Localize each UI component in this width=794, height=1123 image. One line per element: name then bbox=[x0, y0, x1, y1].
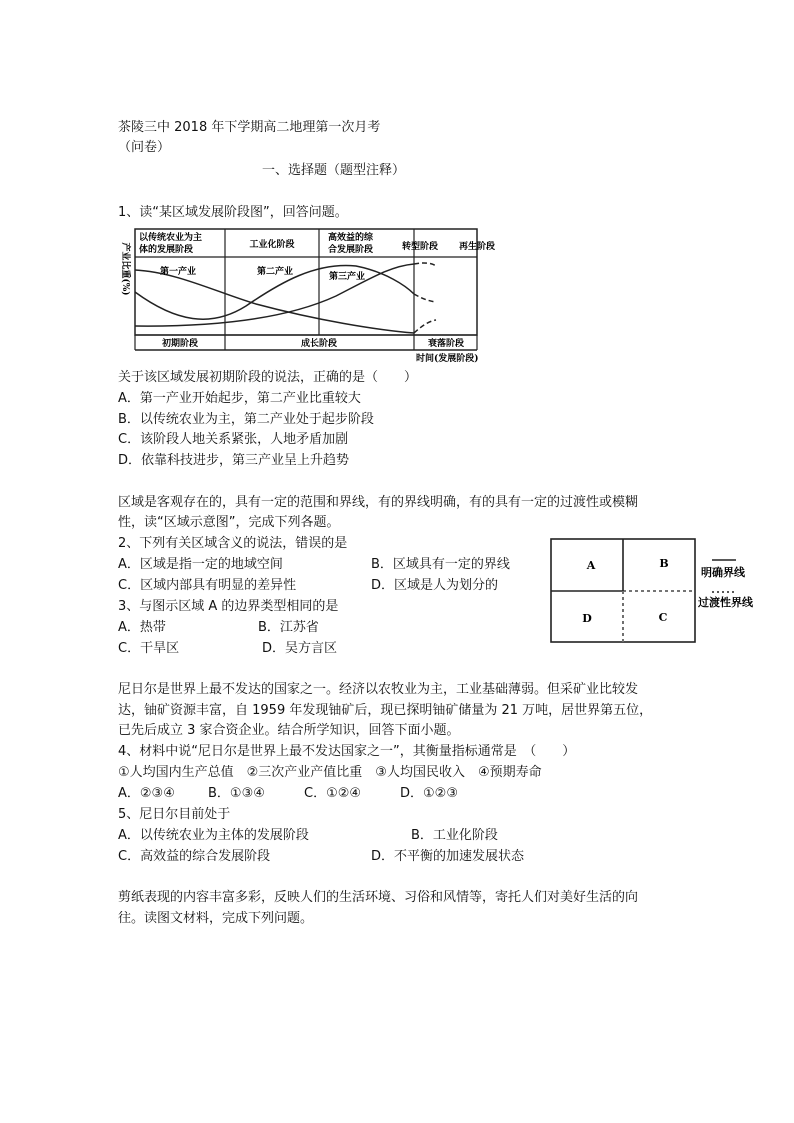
niger-line1: 尼日尔是世界上最不发达的国家之一。经济以农牧业为主，工业基础薄弱。但采矿业比较发 bbox=[118, 682, 639, 697]
curve-primary-dash bbox=[414, 320, 436, 333]
q5-option-c: C．高效益的综合发展阶段 bbox=[118, 849, 271, 864]
q2-option-c: C．区域内部具有明显的差异性 bbox=[118, 578, 297, 593]
curve-tertiary-dash bbox=[414, 263, 436, 266]
chart-stage-3a: 高效益的综 bbox=[328, 233, 374, 243]
chart-stage-1a: 以传统农业为主 bbox=[139, 233, 203, 243]
q3-option-d: D．吴方言区 bbox=[262, 641, 338, 656]
chart-stage-2: 工业化阶段 bbox=[249, 240, 295, 250]
region-intro-line1: 区域是客观存在的，具有一定的范围和界线，有的界线明确，有的具有一定的过渡性或模糊 bbox=[118, 495, 639, 510]
legend-clear-boundary: 明确界线 bbox=[701, 566, 745, 579]
region-cell-b: B bbox=[659, 557, 669, 570]
curve-primary bbox=[135, 270, 414, 333]
legend-transition-boundary: 过渡性界线 bbox=[698, 596, 753, 609]
curve-label-secondary: 第二产业 bbox=[257, 267, 294, 277]
chart-bottom-3: 衰落阶段 bbox=[427, 339, 465, 349]
region-intro-line2: 性，读“区域示意图”，完成下列各题。 bbox=[118, 515, 340, 530]
q2-option-b: B．区域具有一定的界线 bbox=[371, 557, 510, 572]
section-heading: 一、选择题（题型注释） bbox=[262, 163, 406, 178]
q5-stem: 5、尼日尔目前处于 bbox=[118, 807, 231, 822]
q5-option-b: B．工业化阶段 bbox=[411, 828, 498, 843]
q4-option-a: A．②③④ bbox=[118, 786, 175, 801]
q3-option-a: A．热带 bbox=[118, 620, 166, 635]
exam-subtitle: （问卷） bbox=[118, 140, 171, 155]
q4-items: ①人均国内生产总值 ②三次产业产值比重 ③人均国民收入 ④预期寿命 bbox=[118, 765, 542, 780]
curve-label-tertiary: 第三产业 bbox=[329, 272, 366, 282]
chart-stage-3b: 合发展阶段 bbox=[328, 245, 374, 255]
chart-bottom-1: 初期阶段 bbox=[161, 339, 199, 349]
curve-label-primary: 第一产业 bbox=[160, 267, 197, 277]
chart-stage-1b: 体的发展阶段 bbox=[139, 245, 194, 255]
region-cell-a: A bbox=[586, 559, 596, 572]
q2-stem: 2、下列有关区域含义的说法，错误的是 bbox=[118, 536, 348, 551]
papercut-line1: 剪纸表现的内容丰富多彩，反映人们的生活环境、习俗和风情等，寄托人们对美好生活的向 bbox=[118, 890, 639, 905]
region-cell-d: D bbox=[582, 612, 592, 625]
niger-line2: 达，铀矿资源丰富，自 1959 年发现铀矿后，现已探明铀矿储量为 21 万吨，居世界第五位， bbox=[118, 703, 653, 718]
niger-line3: 已先后成立 3 家合资企业。结合所学知识，回答下面小题。 bbox=[118, 723, 460, 738]
exam-title: 茶陵三中 2018 年下学期高二地理第一次月考 bbox=[118, 120, 381, 135]
region-cell-c: C bbox=[658, 611, 668, 624]
q2-option-a: A．区域是指一定的地域空间 bbox=[118, 557, 283, 572]
chart-xaxis-label: 时间(发展阶段) bbox=[416, 354, 479, 364]
q4-option-b: B．①③④ bbox=[208, 786, 265, 801]
q5-option-a: A．以传统农业为主体的发展阶段 bbox=[118, 828, 309, 843]
q1-stem: 关于该区域发展初期阶段的说法，正确的是（ ） bbox=[118, 370, 418, 385]
chart-bottom-2: 成长阶段 bbox=[300, 339, 338, 349]
q3-option-b: B．江苏省 bbox=[258, 620, 319, 635]
q1-option-c: C．该阶段人地关系紧张，人地矛盾加剧 bbox=[118, 432, 349, 447]
q1-option-b: B．以传统农业为主，第二产业处于起步阶段 bbox=[118, 412, 374, 427]
chart-stage-5: 再生阶段 bbox=[459, 242, 496, 252]
region-diagram bbox=[548, 536, 774, 646]
q4-option-d: D．①②③ bbox=[400, 786, 458, 801]
curve-secondary-dash bbox=[414, 294, 436, 302]
q1-option-d: D．依靠科技进步，第三产业呈上升趋势 bbox=[118, 453, 350, 468]
q1-option-a: A．第一产业开始起步，第二产业比重较大 bbox=[118, 391, 361, 406]
q4-stem: 4、材料中说“尼日尔是世界上最不发达国家之一”，其衡量指标通常是 （ ） bbox=[118, 744, 576, 759]
q5-option-d: D．不平衡的加速发展状态 bbox=[371, 849, 525, 864]
chart-stage-4: 转型阶段 bbox=[402, 242, 439, 252]
q2-option-d: D．区域是人为划分的 bbox=[371, 578, 499, 593]
q1-prompt: 1、读“某区域发展阶段图”，回答问题。 bbox=[118, 205, 348, 220]
q3-option-c: C．干旱区 bbox=[118, 641, 180, 656]
chart-yaxis-label: 产业比重(%) bbox=[120, 242, 130, 296]
q4-option-c: C．①②④ bbox=[304, 786, 362, 801]
q3-stem: 3、与图示区域 A 的边界类型相同的是 bbox=[118, 599, 339, 614]
papercut-line2: 往。读图文材料，完成下列问题。 bbox=[118, 911, 314, 926]
stage-chart bbox=[116, 224, 500, 364]
